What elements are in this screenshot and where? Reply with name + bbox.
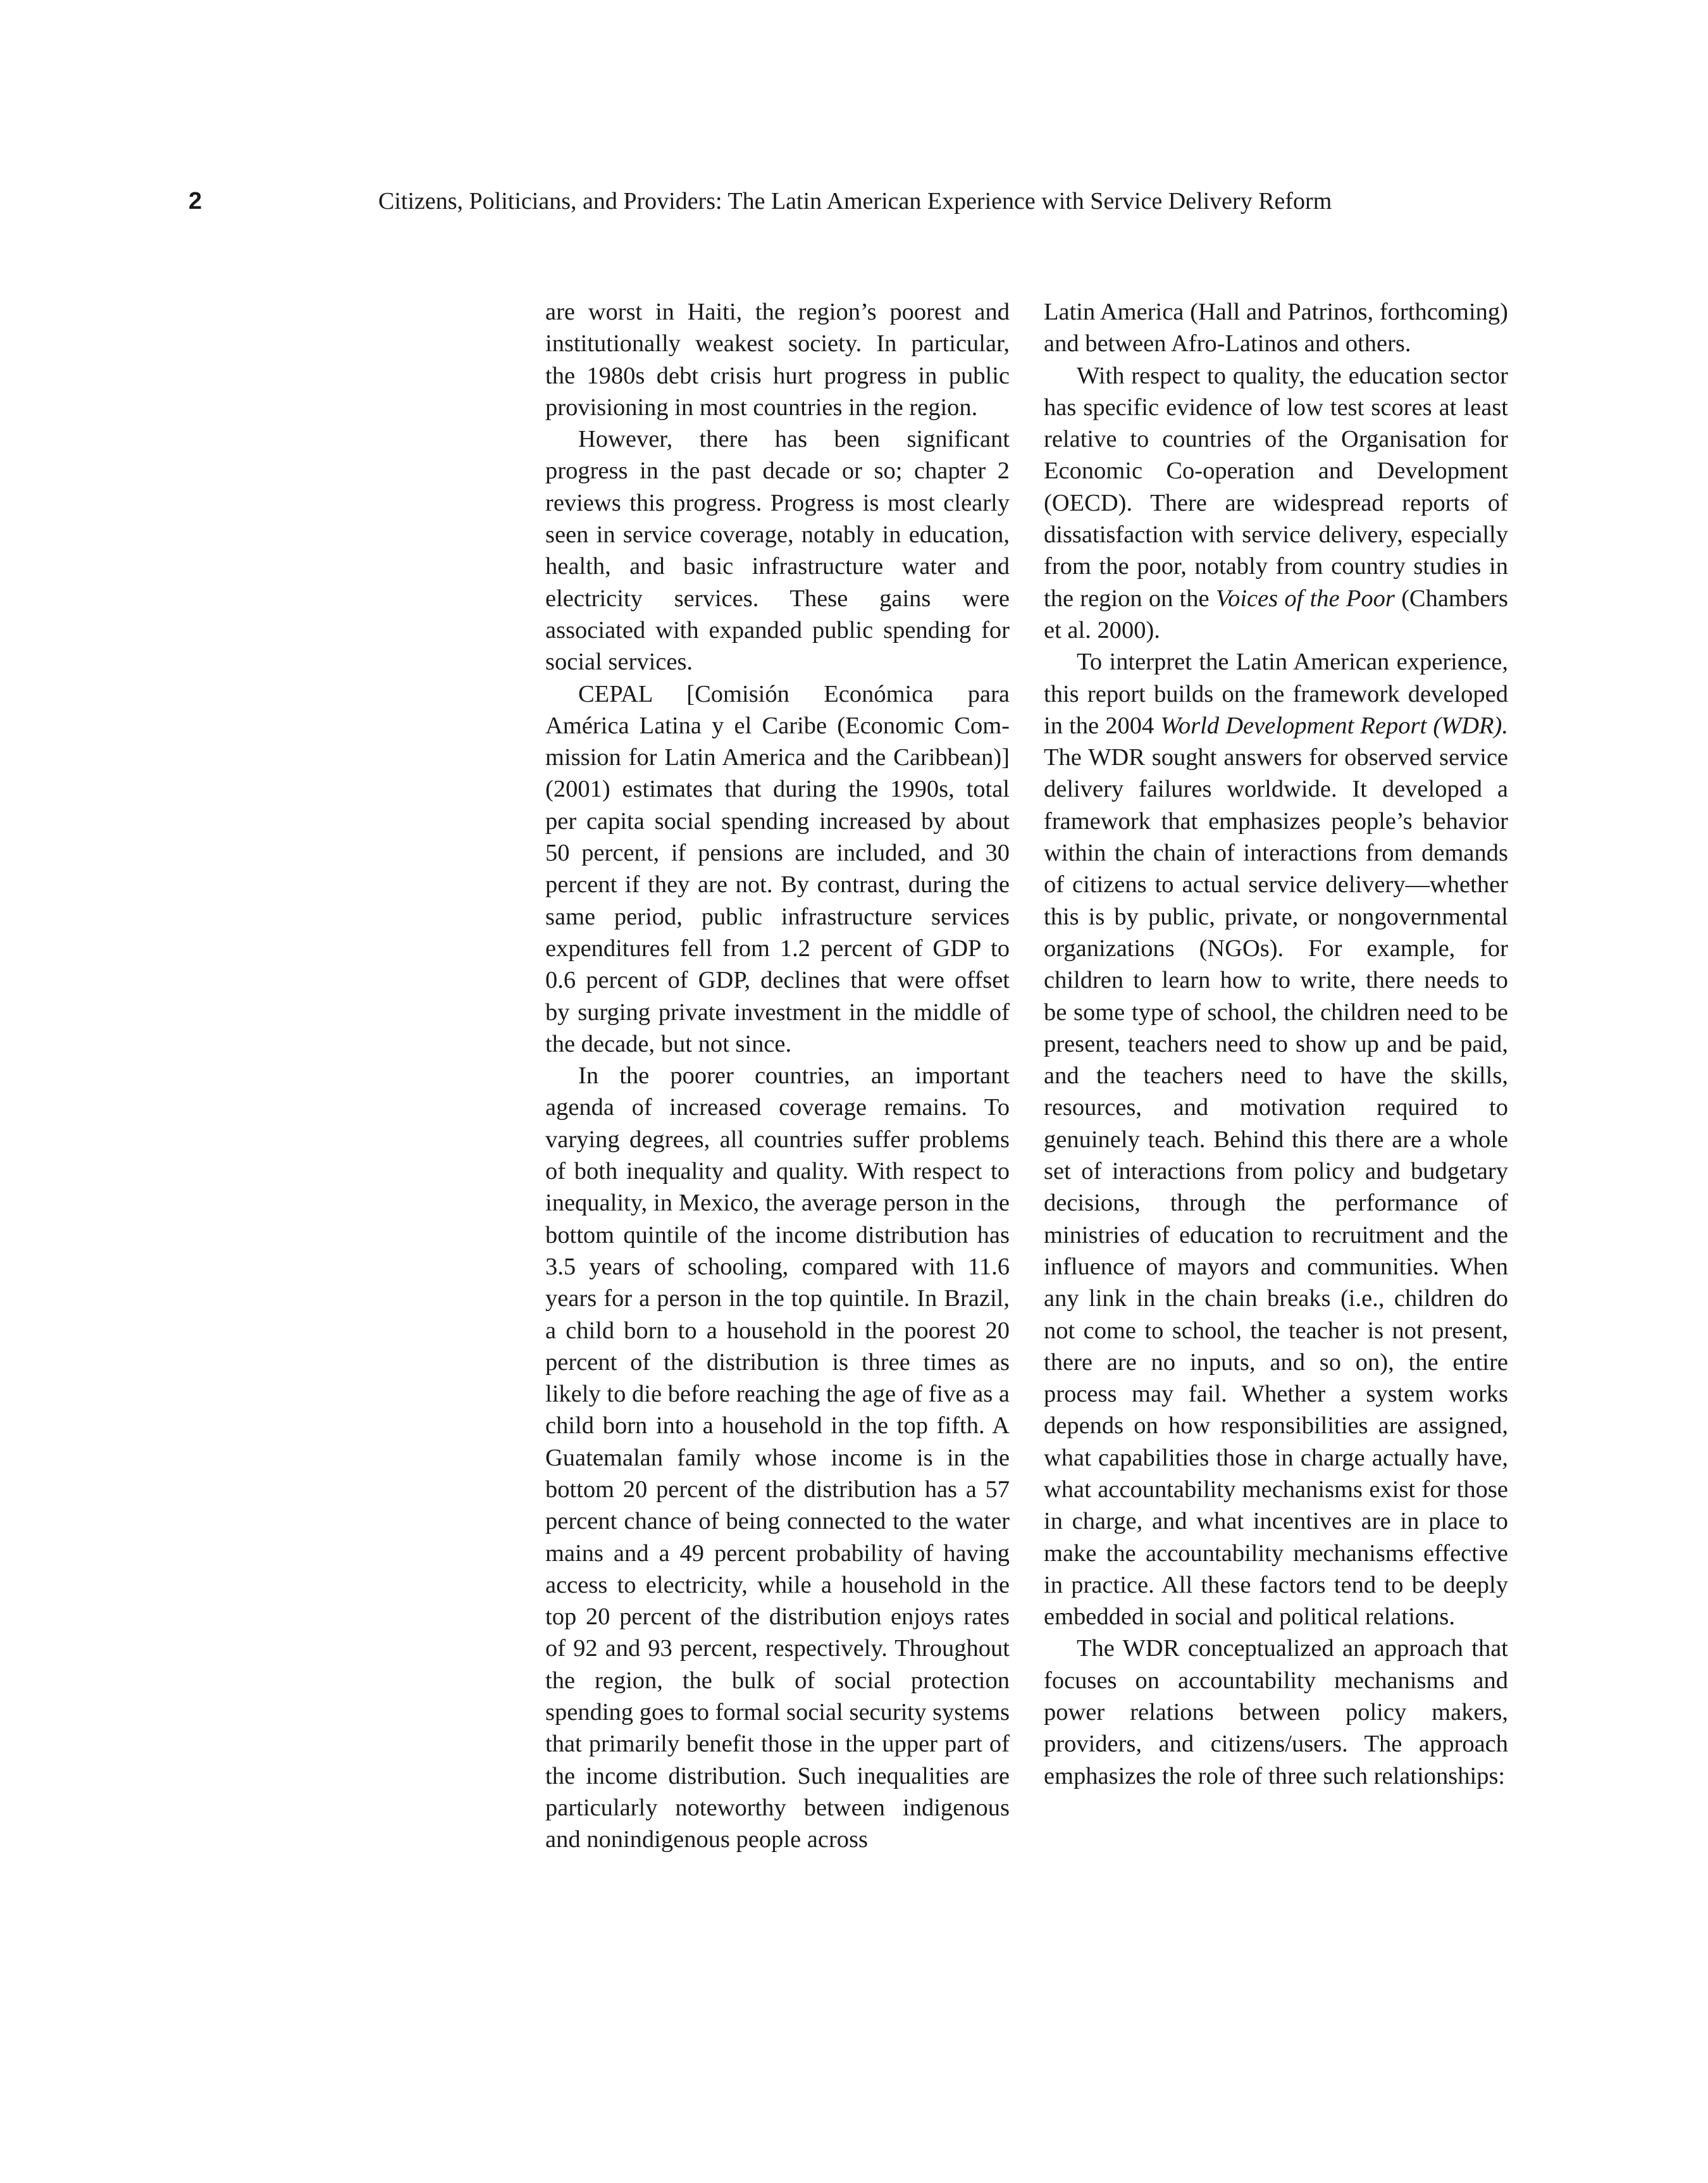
paragraph-cepal-spending: CEPAL [Comisión Económica para América Latina y el Caribe (Economic Commission for Latin America and the Caribbean)] (2001) estimates that during the 1990s, total per capita social spending increased by about 50 percent, if pensions are included, and 30 percent if they are not. By contrast, during the same period, public infrastructure services expenditures fell from 1.2 percent of GDP to 0.6 percent of GDP, declines that were offset by surging private investment in the middle of the decade, but not since. [545,680,1010,1057]
paragraph-wdr-approach: The WDR conceptualized an approach that focuses on accountability mechanisms and power relations between policy makers, providers, and citizens/users. The approach emphasizes the role of three such relationships: [1044,1635,1508,1789]
text-span: (Chambers et al. 2000). [1044,585,1508,644]
right-text-column [1044,296,1508,1792]
italic-title-world-development-report: World Development Report (WDR). [1160,712,1508,739]
paragraph-haiti-continuation: are worst in Haiti, the region’s poorest and institutionally weakest society. In particular, the 1980s debt crisis hurt progress in public provisioning in most countries in the region. [545,299,1010,421]
text-span: To interpret the Latin American experience, this report builds on the framework developed in the 2004 [1044,649,1508,739]
text-span: With respect to quality, the education sector has specific evidence of low test scores at least relative to countries of the Organisation for Economic Co-operation and Development (OECD). There are widespread reports of dissatisfaction with service delivery, especially from the poor, notably from country studies in the region on the [1044,362,1508,612]
page-number: 2 [189,188,202,215]
paragraph-education-quality [1044,360,1508,647]
paragraph-significant-progress: However, there has been significant progress in the past decade or so; chapter 2 reviews this progress. Progress is most clearly seen in service coverage, notably in education, health, and basic infrastructure water and electricity services. These gains were associated with expanded public spending for social services. [545,426,1010,676]
paragraph-afro-latinos-continuation: Latin America (Hall and Patrinos, forthcoming) and between Afro-Latinos and others. [1044,299,1508,358]
paragraph-inequality-quality: In the poorer countries, an important agenda of increased coverage remains. To varying degrees, all countries suffer problems of both inequality and quality. With respect to inequality, in Mexico, the average person in the bottom quintile of the income distribution has 3.5 years of schooling, compared with 11.6 years for a person in the top quintile. In Brazil, a child born to a household in the poorest 20 percent of the distribution is three times as likely to die before reaching the age of five as a child born into a household in the top fifth. A Guatemalan family whose income is in the bottom 20 percent of the distribution has a 57 percent chance of being connected to the water mains and a 49 percent probability of having access to electricity, while a household in the top 20 percent of the distribution enjoys rates of 92 and 93 percent, respectively. Throughout the region, the bulk of social protection spending goes to formal social security systems that primarily benefit those in the upper part of the income distribution. Such inequalities are particularly noteworthy between indigenous and nonindigenous people across [545,1062,1010,1853]
running-header-title: Citizens, Politicians, and Providers: The Latin American Experience with Service Delivery Reform [378,188,1332,215]
italic-title-voices-of-the-poor: Voices of the Poor [1215,585,1395,612]
text-span: The WDR sought answers for observed service delivery failures worldwide. It developed a framework that emphasizes people’s behavior within the chain of interactions from demands of citizens to actual service delivery—whether this is by public, private, or nongovernmental organizations (NGOs). For example, for children to learn how to write, there needs to be some type of school, the children need to be present, teachers need to show up and be paid, and the teachers need to have the skills, resources, and motivation required to genuinely teach. Behind this there are a whole set of interactions from policy and budgetary decisions, through the performance of ministries of education to recruitment and the influence of mayors and communities. When any link in the chain breaks (i.e., children do not come to school, the teacher is not present, there are no inputs, and so on), the entire process may fail. Whether a system works depends on how responsibilities are assigned, what capabilities those in charge actually have, what accountability mechanisms exist for those in charge, and what incentives are in place to make the accountability mechanisms effective in practice. All these factors tend to be deeply embedded in social and political relations. [1044,744,1508,1631]
paragraph-wdr-framework [1044,646,1508,1633]
left-text-column [545,296,1010,1856]
